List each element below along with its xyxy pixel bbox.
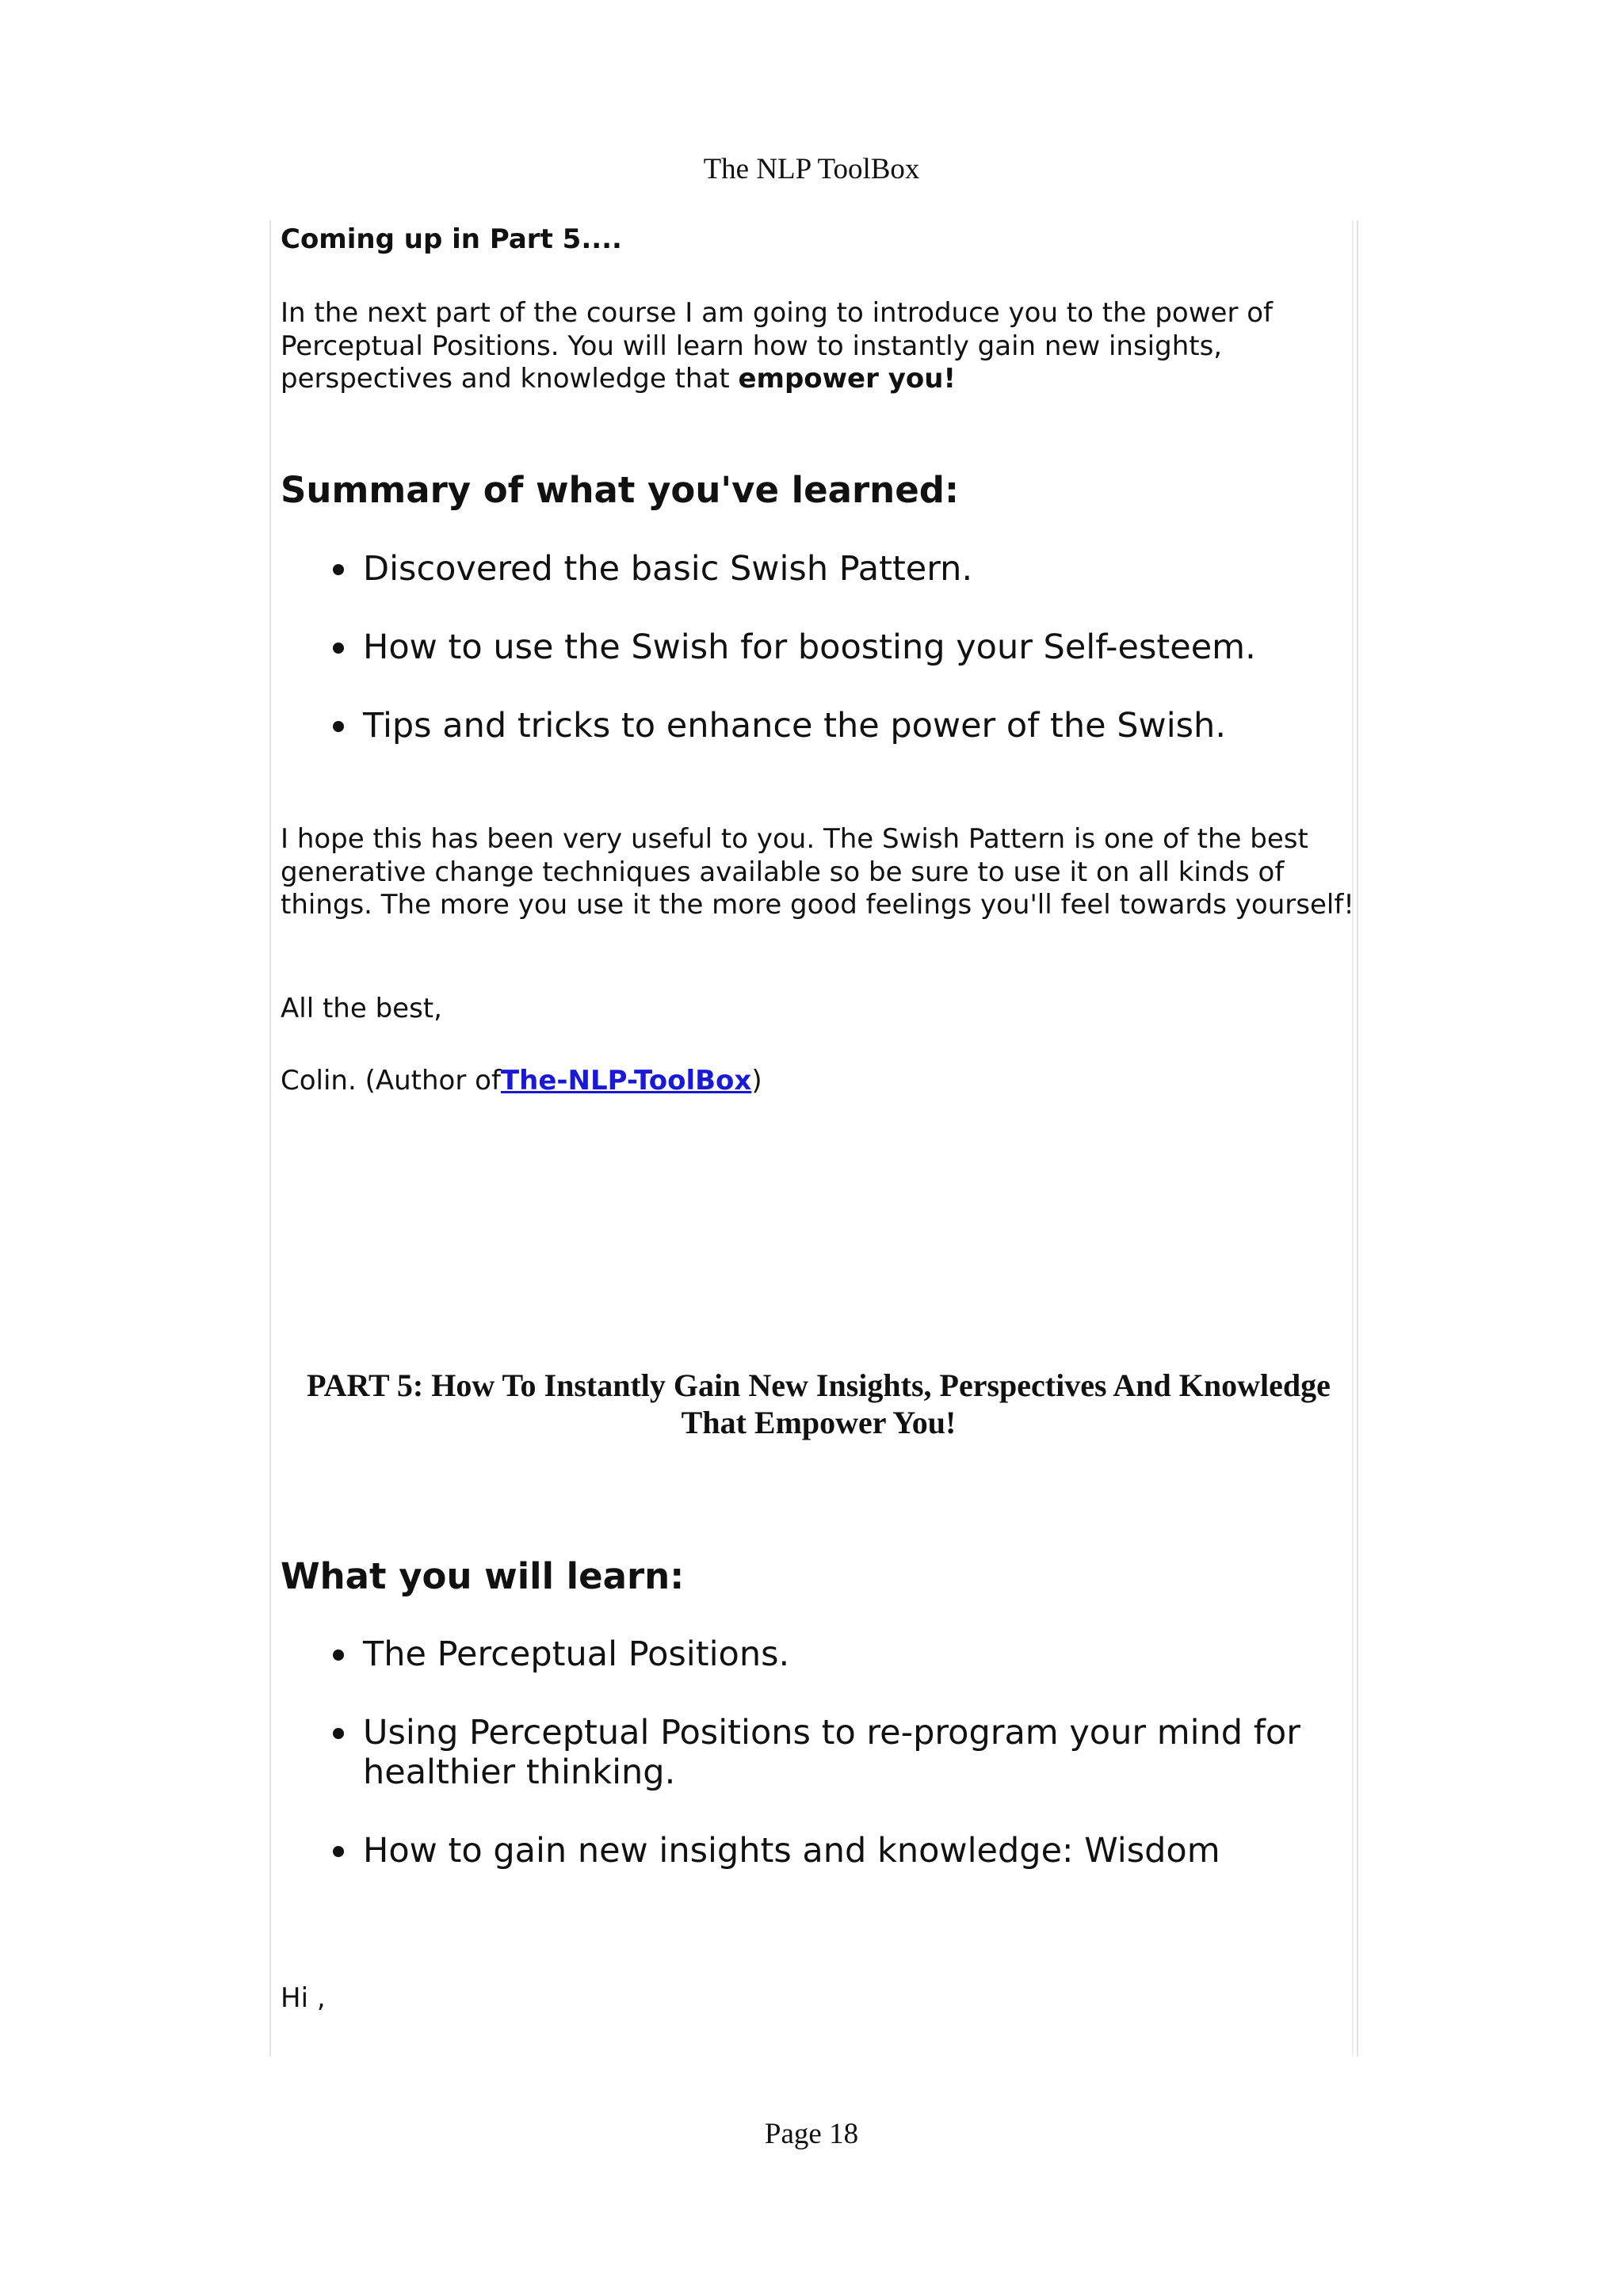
paragraph-line: Perceptual Positions. You will learn how to instantly gain new insights,	[281, 330, 1223, 362]
all-the-best-text: All the best,	[281, 993, 442, 1024]
list-item-text: Discovered the basic Swish Pattern.	[363, 549, 973, 589]
paragraph-line: I hope this has been very useful to you. The Swish Pattern is one of the best	[281, 823, 1308, 855]
closing-paragraph	[281, 823, 1354, 922]
nlp-toolbox-link[interactable]: The-NLP-ToolBox	[500, 1065, 752, 1097]
list-item	[281, 1634, 1314, 1674]
greeting-text: Hi ,	[281, 1982, 326, 2014]
list-item	[281, 1713, 1314, 1792]
bullet-icon	[333, 1846, 344, 1857]
part-title-line: That Empower You!	[681, 1405, 957, 1440]
list-item	[281, 627, 1256, 667]
paragraph-line	[281, 363, 1273, 396]
summary-heading: Summary of what you've learned:	[281, 469, 959, 511]
sign-off-suffix: )	[751, 1065, 762, 1097]
list-item	[281, 549, 1256, 589]
part-5-title	[281, 1367, 1357, 1441]
coming-up-heading: Coming up in Part 5....	[281, 223, 622, 255]
list-item	[281, 706, 1256, 746]
bullet-icon	[333, 564, 344, 575]
sign-off	[281, 1065, 762, 1097]
list-item	[281, 1831, 1314, 1871]
summary-list	[281, 549, 1256, 784]
list-item-text: Using Perceptual Positions to re-program your mind for healthier thinking.	[363, 1713, 1300, 1792]
emphasis-text: empower you!	[738, 363, 956, 395]
part-title-line: PART 5: How To Instantly Gain New Insights, Perspectives And Knowledge	[307, 1367, 1331, 1403]
learn-list	[281, 1634, 1314, 1909]
paragraph-text: perspectives and knowledge that	[281, 363, 739, 395]
list-item-text: Tips and tricks to enhance the power of the Swish.	[363, 706, 1226, 746]
bullet-icon	[333, 643, 344, 654]
page-header-title: The NLP ToolBox	[703, 153, 920, 185]
bullet-icon	[333, 1650, 344, 1661]
paragraph-line: generative change techniques available so be sure to use it on all kinds of	[281, 856, 1285, 888]
sign-off-prefix: Colin. (Author of	[281, 1065, 501, 1097]
paragraph-line: In the next part of the course I am going to introduce you to the power of	[281, 297, 1274, 329]
paragraph-line: things. The more you use it the more good feelings you'll feel towards yourself!	[281, 889, 1354, 921]
bullet-icon	[333, 1728, 344, 1739]
list-item-text: The Perceptual Positions.	[363, 1634, 790, 1674]
list-item-text: How to use the Swish for boosting your Self-esteem.	[363, 627, 1256, 667]
what-you-will-learn-heading: What you will learn:	[281, 1555, 685, 1597]
page-number: Page 18	[764, 2118, 859, 2150]
list-item-text: How to gain new insights and knowledge: Wisdom	[363, 1831, 1220, 1871]
coming-up-paragraph	[281, 297, 1273, 396]
bullet-icon	[333, 721, 344, 732]
frame-divider	[1352, 220, 1354, 2057]
